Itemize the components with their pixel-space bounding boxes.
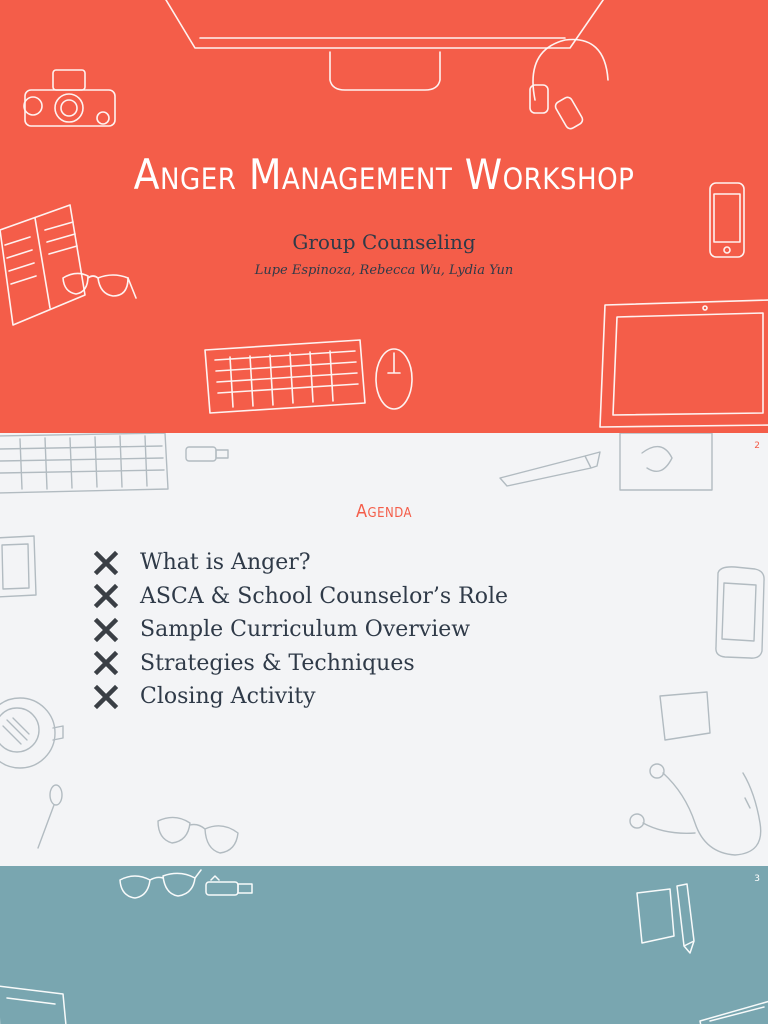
agenda-item [92,647,508,681]
tablet-icon [0,976,75,1024]
slide-subtitle: Group Counseling [292,230,476,254]
agenda-item [92,546,508,580]
sticky-note-icon [655,688,715,743]
glasses-icon [115,866,205,906]
notepad-icon [612,433,722,498]
agenda-item-label: Strategies & Techniques [140,650,415,676]
agenda-heading: Agenda [355,501,413,522]
agenda-item-label: Closing Activity [140,684,316,710]
tablet-icon [0,533,42,603]
x-mark-icon [92,549,120,577]
tablet-icon [690,991,768,1024]
glasses-icon [150,811,250,866]
agenda-item-label: What is Anger? [140,550,311,576]
camera-icon [15,62,125,137]
tablet-icon [595,295,768,433]
agenda-item-label: ASCA & School Counselor’s Role [140,583,508,609]
mouse-icon [372,345,417,413]
spoon-icon [28,783,68,853]
title-slide [0,0,768,433]
coffee-cup-icon [0,688,65,783]
teal-slide [0,866,768,1024]
x-mark-icon [92,616,120,644]
page-number: 2 [754,441,760,451]
agenda-list [92,546,508,714]
slide-title: Anger Management Workshop [133,150,635,199]
headphones-icon [520,30,615,135]
agenda-item [92,680,508,714]
pen-icon [495,448,605,488]
agenda-slide [0,433,768,866]
x-mark-icon [92,683,120,711]
phone-icon [710,563,768,663]
agenda-item [92,613,508,647]
x-mark-icon [92,649,120,677]
usb-stick-icon [203,874,258,900]
usb-stick-icon [183,441,233,467]
agenda-item [92,580,508,614]
authors: Lupe Espinoza, Rebecca Wu, Lydia Yun [254,263,514,278]
page-number: 3 [754,874,760,884]
keyboard-icon [0,433,175,499]
notepad-icon [632,881,717,956]
agenda-item-label: Sample Curriculum Overview [140,617,471,643]
keyboard-icon [200,335,370,420]
earphones-icon [625,743,768,866]
x-mark-icon [92,582,120,610]
